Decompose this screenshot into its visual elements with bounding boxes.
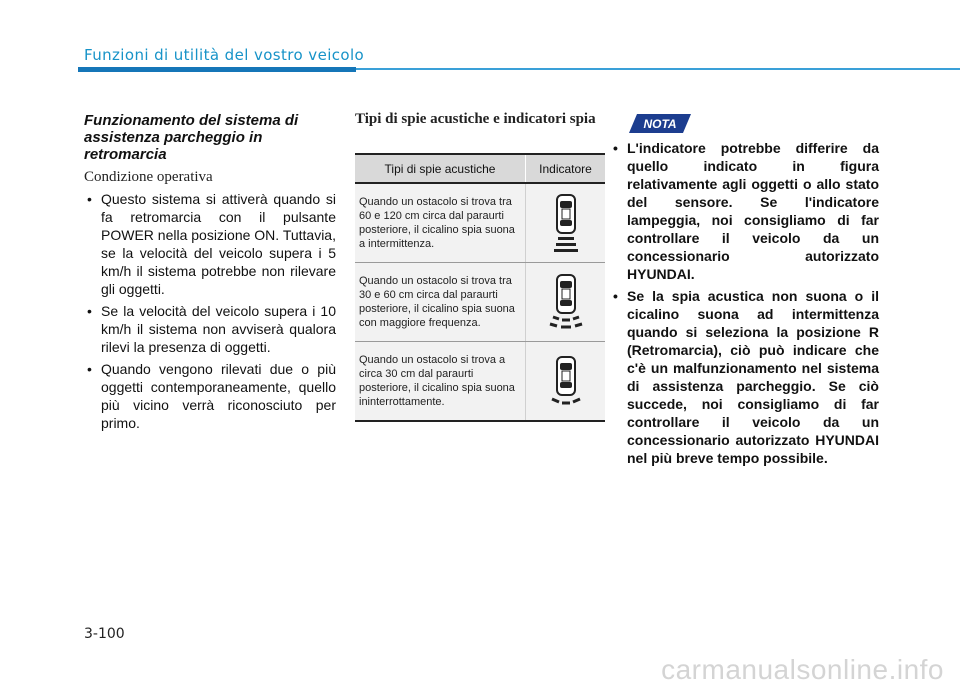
table-header-cell: Indicatore <box>539 161 592 176</box>
table-row <box>355 263 605 342</box>
table-header-cell: Tipi di spie acustiche <box>355 155 526 182</box>
watermark: carmanualsonline.info <box>661 654 944 685</box>
header-rule-thin <box>356 68 960 70</box>
table-cell: Quando un ostacolo si trova tra 60 e 120 cm circa dal paraurti posteriore, il cicalino spia suona a intermittenza. <box>355 184 525 262</box>
page-header-title: Funzioni di utilità del vostro veicolo <box>84 46 365 64</box>
table-cell: Quando un ostacolo si trova tra 30 e 60 cm circa dal paraurti posteriore, il cicalino spia suona con maggiore frequenza. <box>355 263 525 341</box>
bullet-list <box>84 190 336 432</box>
table-row <box>355 342 605 422</box>
car-sensor-mid-icon <box>549 273 583 331</box>
subheading: Condizione operativa <box>84 169 213 185</box>
column-1 <box>84 112 336 436</box>
warning-table <box>355 153 605 422</box>
page-number: 3-100 <box>84 626 125 642</box>
car-sensor-far-icon <box>553 193 579 253</box>
list-item: • Quando vengono rilevati due o più oggetti contemporaneamente, quello più vicino verrà riconosciuto per primo. <box>84 360 336 432</box>
table-cell: Quando un ostacolo si trova a circa 30 cm dal paraurti posteriore, il cicalino spia suona ininterrottamente. <box>355 342 525 420</box>
note-list <box>610 139 879 467</box>
table-section-title: Tipi di spie acustiche e indicatori spia <box>355 111 596 127</box>
nota-badge <box>629 114 691 133</box>
table-row <box>355 184 605 263</box>
column-3 <box>610 139 879 471</box>
section-title: Funzionamento del sistema di assistenza parcheggio in retromarcia <box>84 112 299 163</box>
list-item: • Questo sistema si attiverà quando si fa retromarcia con il pulsante POWER nella posizione ON. Tuttavia, se la velocità del veicolo supera i 5 km/h il sistema potrebbe non rilevare gli oggetti. <box>84 190 336 298</box>
list-item: • L'indicatore potrebbe differire da quello indicato in figura relativamente agli oggetti o allo stato del sensore. Se l'indicatore lampeggia, noi consigliamo di far controllare il veicolo da un concessionario autorizzato HYUNDAI. <box>610 139 879 283</box>
list-item: • Se la velocità del veicolo supera i 10 km/h il sistema non avviserà qualora rilevi la presenza di oggetti. <box>84 302 336 356</box>
list-item: • Se la spia acustica non suona o il cicalino suona ad intermittenza quando si seleziona la posizione R (Retromarcia), ciò può indicare che c'è un malfunzionamento nel sistema di assistenza parcheggio. Se ciò succede, noi consigliamo di far controllare il veicolo da un concessionario autorizzato HYUNDAI nel più breve tempo possibile. <box>610 287 879 467</box>
table-header <box>355 155 605 184</box>
nota-label: NOTA <box>643 116 677 131</box>
car-sensor-near-icon <box>549 355 583 407</box>
header-rule <box>78 67 356 72</box>
